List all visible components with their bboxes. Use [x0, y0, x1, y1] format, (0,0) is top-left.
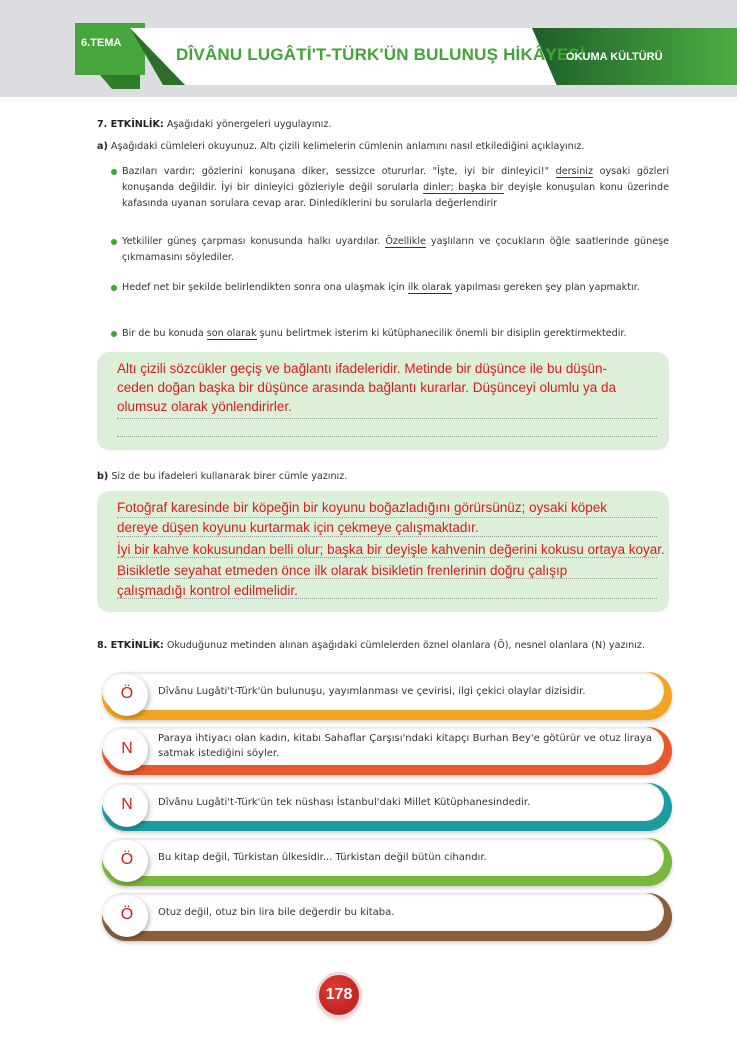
underlined-phrase: son olarak	[206, 328, 257, 339]
bullet-item	[113, 234, 669, 266]
answer-circle[interactable]: N	[106, 729, 148, 771]
text-segment: deyişle konuşulan konu üzerinde kafasında uyanan sorulara cevap arar. Dinlediklerini bu sorularla değerlendirir	[122, 182, 669, 209]
answer-circle[interactable]: Ö	[106, 674, 148, 716]
answer-circle[interactable]: N	[106, 785, 148, 827]
bullet-text	[113, 280, 669, 296]
answer-b-line: dereye düşen koyunu kurtarmak için çekmeye çalışmaktadır.	[117, 520, 479, 535]
bullet-text	[113, 164, 669, 212]
text-segment: oysaki gözleri konuşanda değildir. İyi bir dinleyici gözleriyle değil sorularla	[122, 166, 669, 193]
answer-b-line: çalışmadığı kontrol edilmelidir.	[117, 583, 298, 598]
answer-b-line: Fotoğraf karesinde bir köpeğin bir koyunu boğazladığını görürsünüz; oysaki köpek	[117, 500, 608, 515]
theme-label: 6.TEMA	[81, 37, 122, 49]
part-b-heading	[97, 469, 347, 484]
statement-item	[102, 672, 672, 720]
dotted-line	[117, 418, 657, 419]
bullet-text	[113, 234, 669, 266]
underlined-phrase: dinler; başka bir	[423, 182, 504, 193]
answer-circle[interactable]: Ö	[106, 840, 148, 882]
underlined-phrase: ilk olarak	[407, 282, 452, 293]
text-segment: yaşlıların ve çocukların öğle saatlerinde güneşe çıkmamasını söylediler.	[122, 236, 669, 263]
activity8-heading	[97, 638, 672, 653]
bullet-dot-icon	[111, 331, 117, 337]
answer-circle[interactable]: Ö	[106, 895, 148, 937]
part-b-label: b)	[97, 471, 109, 482]
text-segment: yapılması gereken şey plan yapmaktır.	[451, 282, 640, 293]
text-segment: Yetkililer güneş çarpması konusunda halkı uyardılar.	[122, 236, 386, 247]
text-segment: şunu belirtmek isterim ki kütüphanecilik önemli bir disiplin gerektirmektedir.	[256, 328, 627, 339]
bullet-dot-icon	[111, 239, 117, 245]
statement-text: Dîvânu Lugâti't-Türk'ün bulunuşu, yayımlanması ve çevirisi, ilgi çekici olaylar dizisidir.	[158, 685, 586, 697]
activity8-instruction: Okuduğunuz metinden alınan aşağıdaki cümlelerden öznel olanlara (Ö), nesnel olanlara (N) yazınız.	[166, 640, 645, 651]
part-a-label: a)	[97, 141, 108, 152]
page-title: DÎVÂNU LUGÂTİ'T-TÜRK'ÜN BULUNUŞ HİKÂYESİ	[176, 45, 585, 64]
statement-item	[102, 783, 672, 831]
statement-text: Dîvânu Lugâti't-Türk'ün tek nüshası İstanbul'daki Millet Kütüphanesindedir.	[158, 796, 531, 808]
part-b-text: Siz de bu ifadeleri kullanarak birer cümle yazınız.	[111, 471, 348, 482]
text-segment: Bazıları vardır; gözlerini konuşana diker, sessizce otururlar. "İşte, iyi bir dinleyici!"	[122, 166, 556, 177]
bullet-item	[113, 280, 669, 296]
answer-a-line: olumsuz olarak yönlendirirler.	[117, 399, 292, 414]
part-a-heading	[97, 139, 585, 154]
answer-a-line: Altı çizili sözcükler geçiş ve bağlantı ifadeleridir. Metinde bir düşünce ile bu düşün-	[117, 361, 608, 376]
activity8-label: 8. ETKİNLİK:	[97, 640, 164, 651]
underlined-phrase: dersiniz	[555, 166, 593, 177]
answer-b-line: İyi bir kahve kokusundan belli olur; başka bir deyişle kahvenin değerini kokusu ortaya koyar.	[117, 542, 665, 557]
answer-b-line: Bisikletle seyahat etmeden önce ilk olarak bisikletin frenlerinin doğru çalışıp	[117, 563, 568, 578]
bullet-dot-icon	[111, 285, 117, 291]
activity7-heading	[97, 117, 331, 132]
bullet-item	[113, 164, 669, 212]
part-a-text: Aşağıdaki cümleleri okuyunuz. Altı çizili kelimelerin cümlenin anlamını nasıl etkilediğini açıklayınız.	[110, 141, 585, 152]
statement-text: Otuz değil, otuz bin lira bile değerdir bu kitaba.	[158, 906, 395, 918]
text-segment: Hedef net bir şekilde belirlendikten sonra ona ulaşmak için	[122, 282, 408, 293]
text-segment: Bir de bu konuda	[122, 328, 207, 339]
answer-a-line: ceden doğan başka bir düşünce arasında bağlantı kurarlar. Düşünceyi olumlu ya da	[117, 380, 617, 395]
section-label: OKUMA KÜLTÜRÜ	[566, 51, 663, 63]
statement-text: Bu kitap değil, Türkistan ülkesidir... Türkistan değil bütün cihandır.	[158, 851, 487, 863]
dotted-line	[117, 436, 657, 437]
bullet-text	[113, 326, 669, 342]
statement-item	[102, 893, 672, 941]
statement-item	[102, 727, 672, 775]
underlined-phrase: Özellikle	[385, 236, 426, 247]
activity7-instruction: Aşağıdaki yönergeleri uygulayınız.	[166, 119, 332, 130]
page-number: 178	[319, 975, 359, 1015]
statement-text: Paraya ihtiyacı olan kadın, kitabı Sahaflar Çarşısı'ndaki kitapçı Burhan Bey'e götürür ve otuz liraya satmak istediğini söyler.	[158, 733, 652, 759]
statement-item	[102, 838, 672, 886]
bullet-dot-icon	[111, 169, 117, 175]
bullet-item	[113, 326, 669, 342]
activity7-label: 7. ETKİNLİK:	[97, 119, 164, 130]
